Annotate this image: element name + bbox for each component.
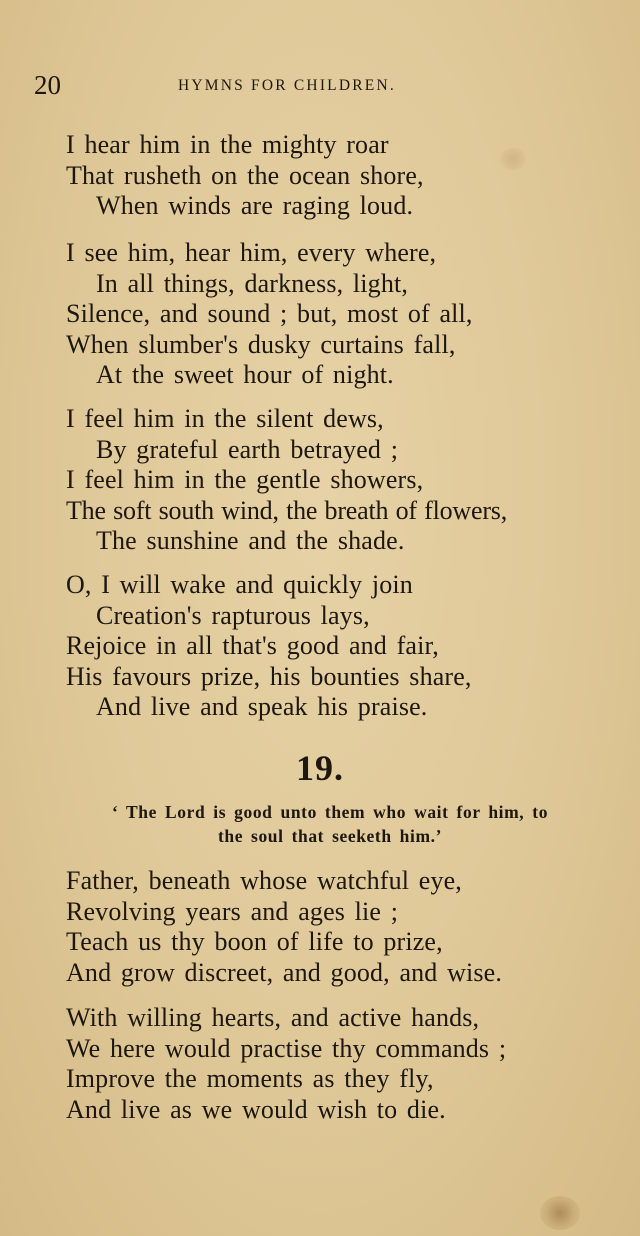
stanza	[0, 570, 640, 723]
verse-line: In all things, darkness, light,	[96, 268, 409, 298]
verse-line: Improve the moments as they fly,	[66, 1064, 434, 1093]
verse-line: I feel him in the silent dews,	[66, 404, 384, 433]
stanza	[0, 1003, 640, 1125]
verse-line: The soft south wind, the breath of flowers,	[66, 495, 508, 525]
epigraph-line: the soul that seeketh him.’	[217, 826, 443, 846]
verse-line: I feel him in the gentle showers,	[66, 465, 424, 494]
verse-line: And live as we would wish to die.	[66, 1094, 446, 1124]
stanza	[0, 866, 640, 988]
verse-line: Rejoice in all that's good and fair,	[66, 631, 439, 660]
foxing-stain	[540, 1196, 580, 1230]
verse-line: His favours prize, his bounties share,	[66, 661, 472, 691]
verse-line: I hear him in the mighty roar	[66, 130, 389, 159]
verse-line: That rusheth on the ocean shore,	[66, 160, 424, 190]
verse-line: And grow discreet, and good, and wise.	[66, 957, 502, 987]
epigraph-line: ‘ The Lord is good unto them who wait for him, to	[111, 802, 549, 822]
verse-line: With willing hearts, and active hands,	[66, 1003, 480, 1032]
verse-line: When slumber's dusky curtains fall,	[66, 329, 456, 359]
verse-line: By grateful earth betrayed ;	[96, 434, 399, 464]
verse-line: Teach us thy boon of life to prize,	[66, 927, 443, 956]
page-number: 20	[34, 70, 61, 100]
verse-line: We here would practise thy commands ;	[66, 1033, 507, 1063]
stanza	[0, 238, 640, 391]
verse-line: O, I will wake and quickly join	[66, 570, 413, 599]
verse-line: At the sweet hour of night.	[96, 360, 394, 389]
verse-line: The sunshine and the shade.	[96, 526, 405, 555]
epigraph	[40, 800, 620, 848]
verse-line: Silence, and sound ; but, most of all,	[66, 299, 473, 328]
page-header	[34, 70, 620, 100]
verse-line: I see him, hear him, every where,	[66, 238, 437, 267]
running-head: HYMNS FOR CHILDREN.	[178, 77, 396, 94]
stanza	[0, 404, 640, 557]
verse-line: Creation's rapturous lays,	[96, 600, 370, 630]
verse-line: Revolving years and ages lie ;	[66, 896, 399, 926]
hymn-number: 19.	[296, 748, 344, 788]
verse-line: And live and speak his praise.	[96, 692, 428, 721]
verse-line: When winds are raging loud.	[96, 191, 414, 220]
stanza	[0, 130, 640, 222]
verse-line: Father, beneath whose watchful eye,	[66, 866, 462, 895]
